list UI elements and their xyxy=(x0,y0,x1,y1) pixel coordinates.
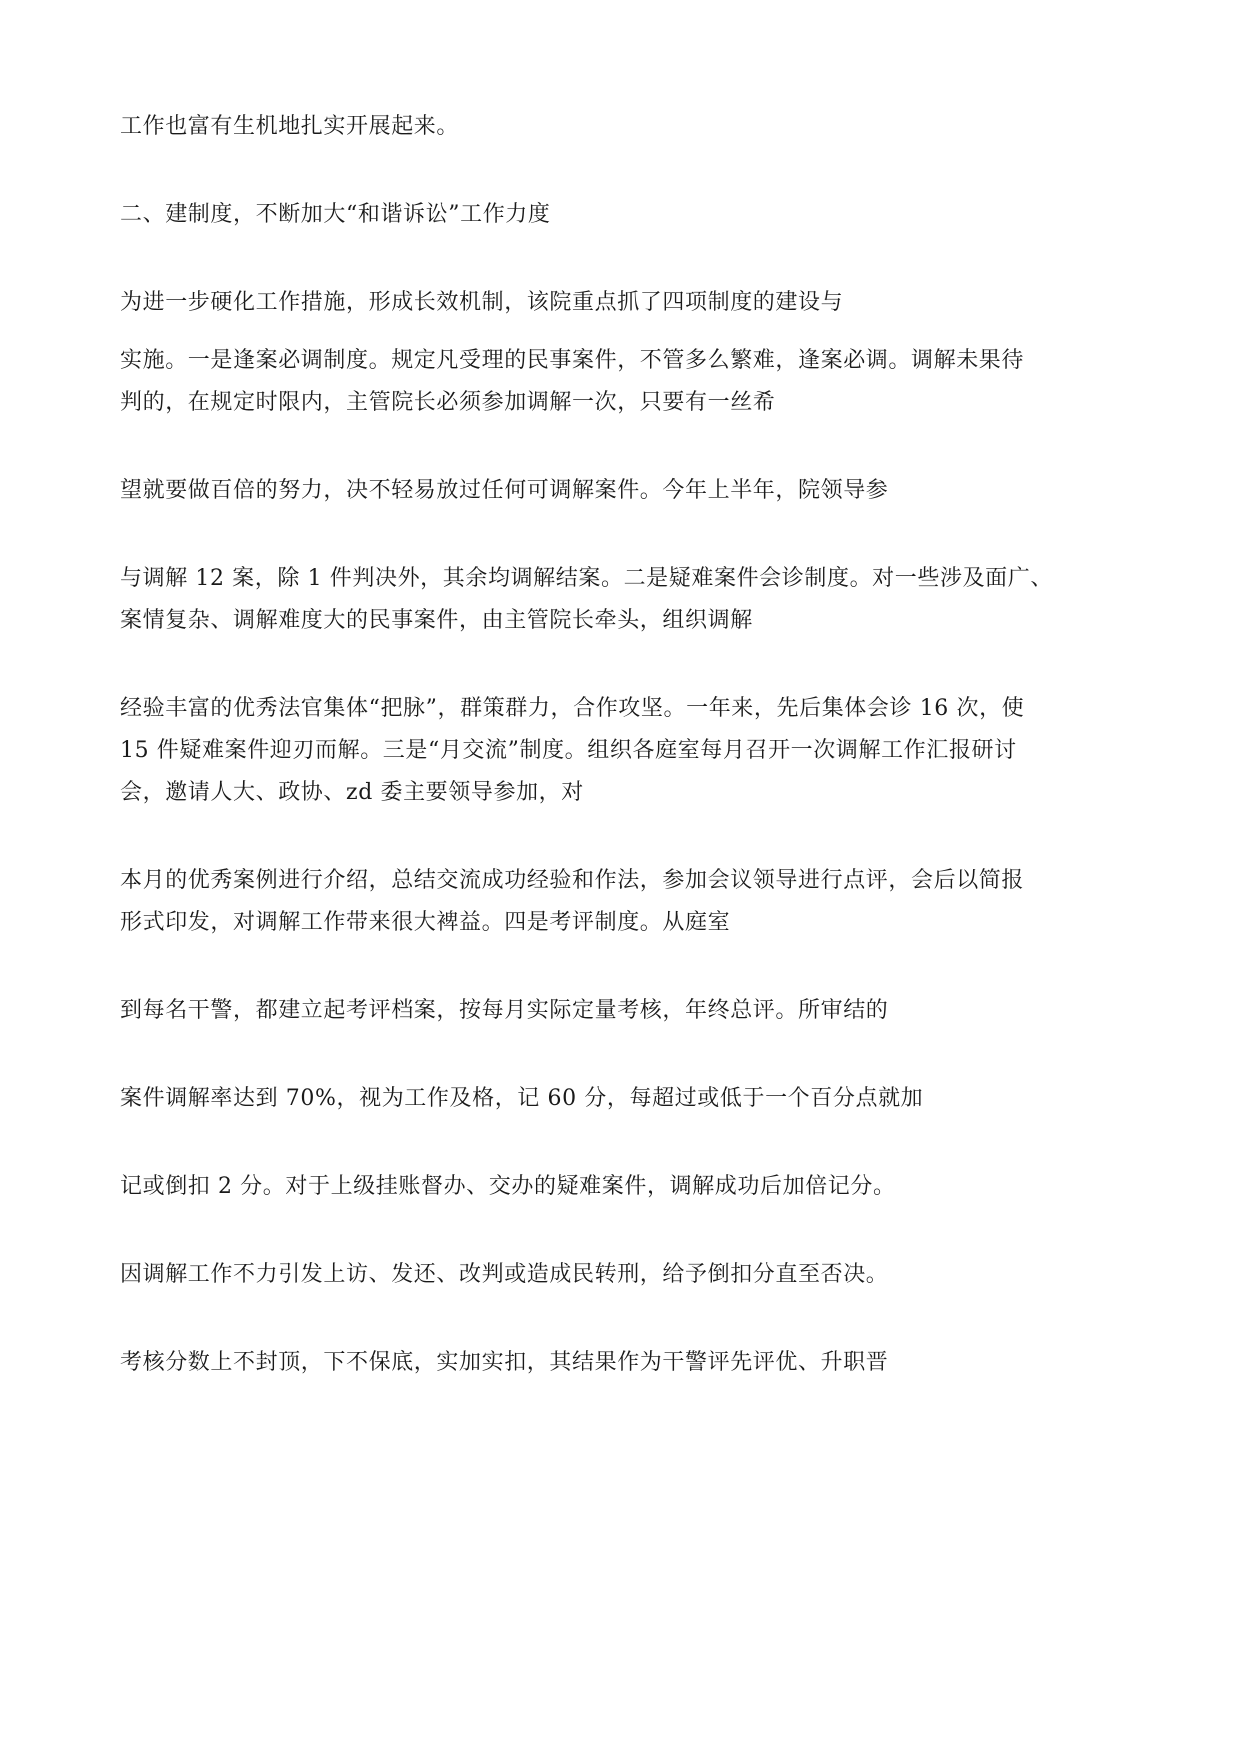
text-line: 15 件疑难案件迎刃而解。三是“月交流”制度。组织各庭室每月召开一次调解工作汇报研讨 xyxy=(120,738,1017,763)
text-line: 与调解 12 案，除 1 件判决外，其余均调解结案。二是疑难案件会诊制度。对一些涉及面广、 xyxy=(120,566,1053,591)
text-line: 工作也富有生机地扎实开展起来。 xyxy=(120,114,460,139)
section-heading: 二、建制度，不断加大“和谐诉讼”工作力度 xyxy=(120,202,551,227)
text-line: 实施。一是逢案必调制度。规定凡受理的民事案件，不管多么繁难，逢案必调。调解未果待 xyxy=(120,348,1025,373)
text-line: 望就要做百倍的努力，决不轻易放过任何可调解案件。今年上半年，院领导参 xyxy=(120,478,889,503)
text-line: 判的，在规定时限内，主管院长必须参加调解一次，只要有一丝希 xyxy=(120,390,776,415)
text-line: 形式印发，对调解工作带来很大裨益。四是考评制度。从庭室 xyxy=(120,910,731,935)
text-line: 到每名干警，都建立起考评档案，按每月实际定量考核，年终总评。所审结的 xyxy=(120,998,889,1023)
text-line: 因调解工作不力引发上访、发还、改判或造成民转刑，给予倒扣分直至否决。 xyxy=(120,1262,889,1287)
text-line: 记或倒扣 2 分。对于上级挂账督办、交办的疑难案件，调解成功后加倍记分。 xyxy=(120,1174,896,1199)
text-line: 本月的优秀案例进行介绍，总结交流成功经验和作法，参加会议领导进行点评，会后以简报 xyxy=(120,868,1025,893)
text-line: 案件调解率达到 70%，视为工作及格，记 60 分，每超过或低于一个百分点就加 xyxy=(120,1086,924,1111)
text-line: 会，邀请人大、政协、zd 委主要领导参加，对 xyxy=(120,780,584,805)
text-line: 案情复杂、调解难度大的民事案件，由主管院长牵头，组织调解 xyxy=(120,608,753,633)
text-line: 经验丰富的优秀法官集体“把脉”，群策群力，合作攻坚。一年来，先后集体会诊 16 次，使 xyxy=(120,696,1025,721)
text-line: 考核分数上不封顶，下不保底，实加实扣，其结果作为干警评先评优、升职晋 xyxy=(120,1350,889,1375)
text-line: 为进一步硬化工作措施，形成长效机制，该院重点抓了四项制度的建设与 xyxy=(120,290,844,315)
